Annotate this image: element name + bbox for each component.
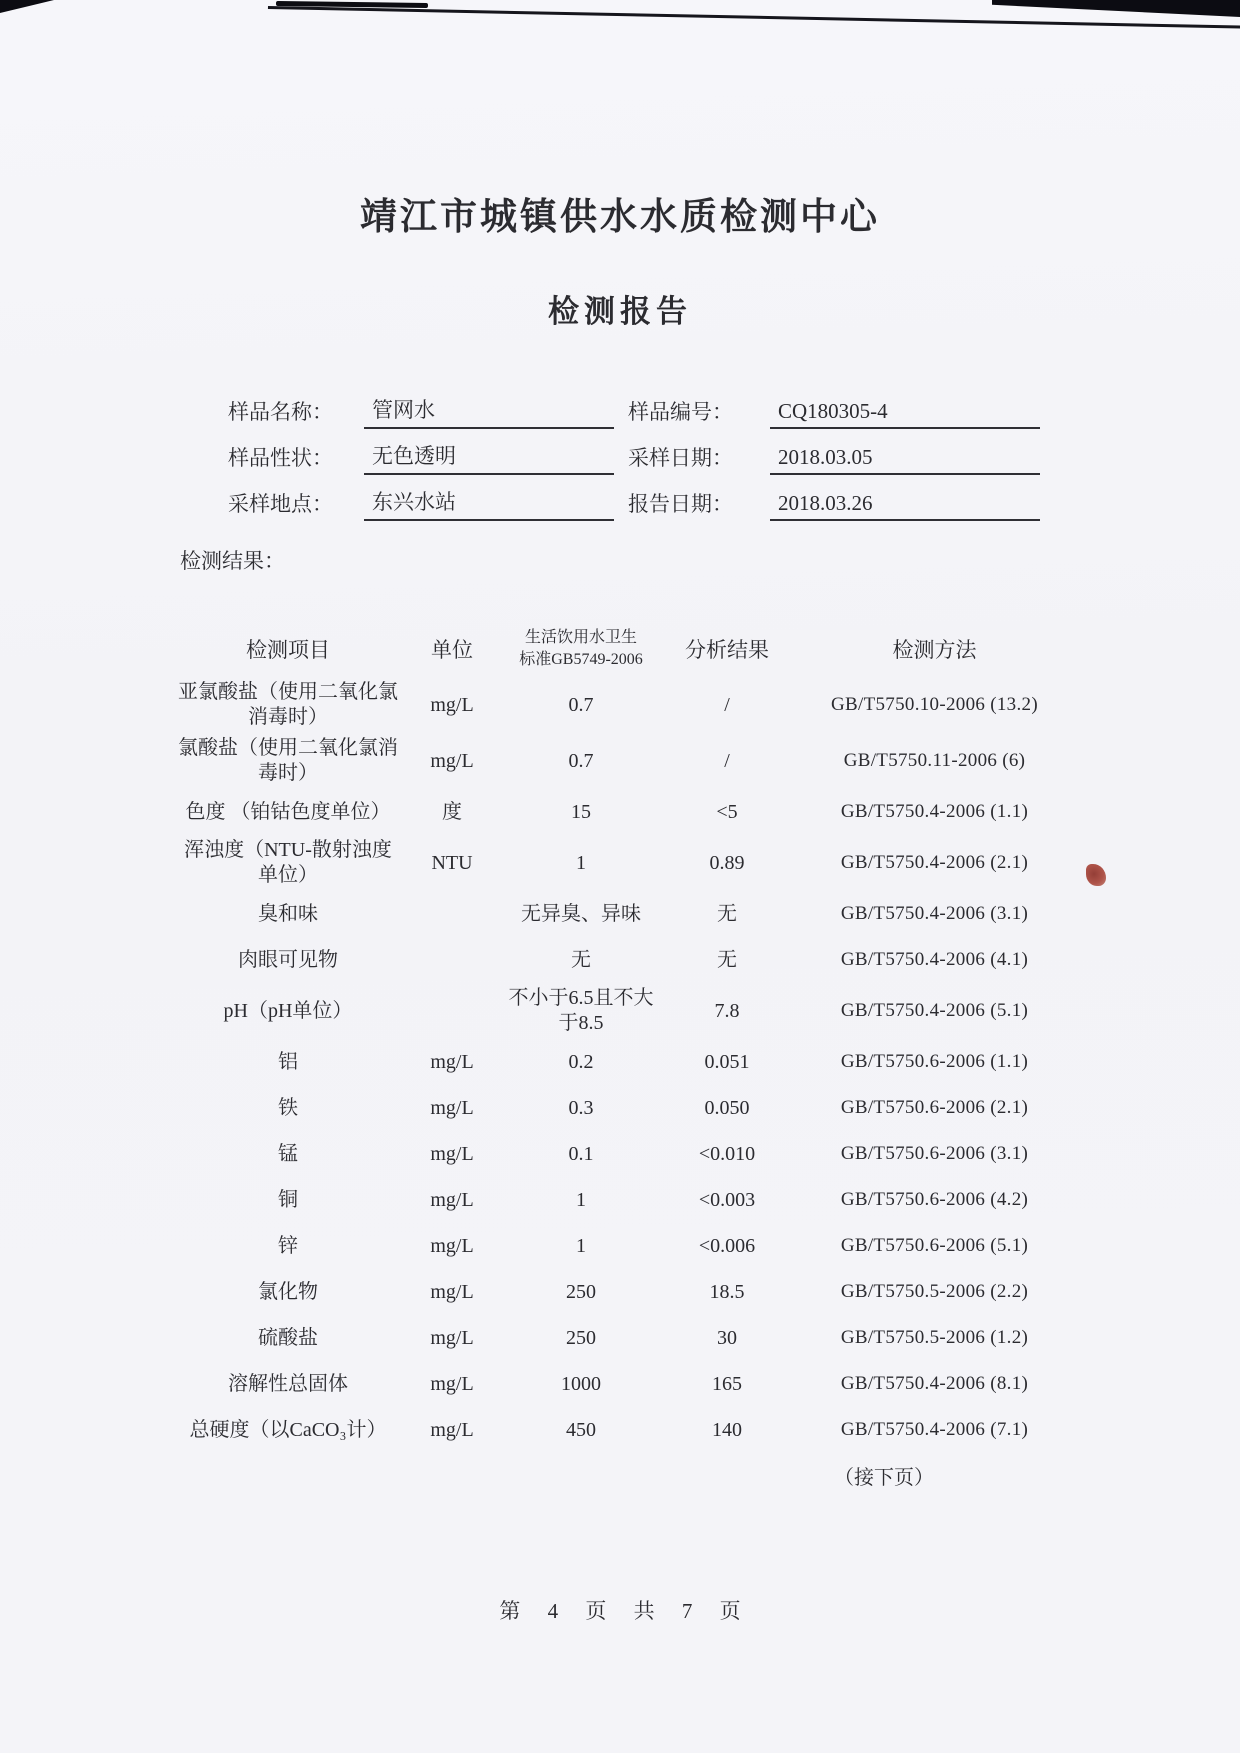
cell-standard: 0.1: [568, 1142, 594, 1165]
cell-item: 浑浊度（NTU-散射浊度单位）: [184, 839, 392, 886]
table-row: [172, 677, 1077, 733]
cell-method: GB/T5750.6-2006 (2.1): [840, 1097, 1029, 1119]
cell-standard: 1: [576, 1188, 586, 1211]
cell-standard: 0.7: [568, 693, 594, 716]
cell-method: GB/T5750.4-2006 (5.1): [840, 1000, 1029, 1022]
cell-item: 总硬度（以CaCO₃计）: [189, 1418, 387, 1441]
results-table-body: [172, 677, 1077, 1453]
table-row: [172, 1315, 1077, 1361]
cell-method: GB/T5750.6-2006 (1.1): [840, 1051, 1029, 1073]
report-date-label: 报告日期：: [628, 492, 733, 516]
header-standard-line2: 标准GB5749-2006: [519, 651, 643, 668]
table-row: [172, 1177, 1077, 1223]
table-row: [172, 1085, 1077, 1131]
sample-name-value: 管网水: [364, 394, 614, 429]
cell-item: 肉眼可见物: [238, 948, 338, 971]
cell-standard: 250: [566, 1280, 596, 1303]
sample-name-label: 样品名称：: [228, 400, 333, 424]
cell-result: <0.010: [698, 1142, 756, 1165]
cell-unit: NTU: [431, 851, 473, 874]
sampling-date-value: 2018.03.05: [770, 445, 1040, 475]
cell-item: 色度 （铂钴色度单位）: [185, 800, 391, 823]
cell-unit: mg/L: [430, 1142, 474, 1165]
continuation-note-wrap: [0, 1461, 1240, 1490]
cell-method: GB/T5750.6-2006 (4.2): [840, 1189, 1029, 1211]
cell-result: <5: [716, 800, 738, 823]
cell-method: GB/T5750.4-2006 (4.1): [840, 949, 1029, 971]
sampling-date-label: 采样日期：: [628, 446, 733, 470]
cell-method: GB/T5750.6-2006 (5.1): [840, 1235, 1029, 1257]
cell-item: pH（pH单位）: [223, 999, 353, 1022]
continuation-note: （接下页）: [834, 1467, 934, 1489]
sample-character-label: 样品性状：: [228, 446, 333, 470]
cell-result: 30: [717, 1326, 737, 1349]
report-title: 靖江市城镇供水水质检测中心: [360, 197, 880, 238]
header-result: 分析结果: [685, 638, 769, 662]
cell-method: GB/T5750.4-2006 (8.1): [840, 1373, 1029, 1395]
sampling-site-label: 采样地点：: [228, 492, 333, 516]
cell-result: 165: [712, 1372, 742, 1395]
sample-info-row: [228, 475, 1040, 521]
cell-item: 亚氯酸盐（使用二氧化氯消毒时）: [178, 681, 398, 728]
cell-item: 铁: [278, 1096, 298, 1119]
cell-standard: 0.2: [568, 1050, 594, 1073]
cell-result: 0.051: [704, 1050, 750, 1073]
header-standard-line1: 生活饮用水卫生: [524, 629, 637, 647]
table-row: [172, 1039, 1077, 1085]
sample-info-row: [228, 383, 1040, 429]
cell-item: 氯化物: [258, 1280, 318, 1303]
cell-unit: 度: [442, 800, 462, 823]
cell-standard: 1: [576, 851, 586, 874]
results-section-label: 检测结果：: [180, 549, 285, 573]
cell-result: <0.006: [698, 1234, 756, 1257]
header-unit: 单位: [431, 638, 473, 662]
table-row: [172, 789, 1077, 835]
cell-unit: mg/L: [430, 1188, 474, 1211]
table-row: [172, 1223, 1077, 1269]
cell-result: /: [724, 693, 730, 716]
cell-unit: mg/L: [430, 1096, 474, 1119]
cell-method: GB/T5750.5-2006 (2.2): [840, 1281, 1029, 1303]
cell-result: 140: [712, 1418, 742, 1441]
header-item: 检测项目: [246, 638, 330, 662]
cell-standard: 0.7: [568, 749, 594, 772]
cell-method: GB/T5750.4-2006 (3.1): [840, 903, 1029, 925]
cell-unit: mg/L: [430, 749, 474, 772]
table-row: [172, 983, 1077, 1039]
cell-standard: 250: [566, 1326, 596, 1349]
results-table-header: [172, 621, 1077, 677]
cell-method: GB/T5750.10-2006 (13.2): [831, 694, 1038, 716]
sample-id-label: 样品编号：: [628, 400, 733, 424]
cell-result: 7.8: [714, 999, 740, 1022]
sample-id-value: CQ180305-4: [770, 399, 1040, 429]
cell-item: 铜: [278, 1188, 298, 1211]
scan-artifact-red-mark: [1086, 864, 1106, 886]
cell-unit: mg/L: [430, 1050, 474, 1073]
cell-method: GB/T5750.4-2006 (2.1): [840, 852, 1029, 874]
sample-info: [228, 383, 1040, 521]
cell-standard: 不小于6.5且不大于8.5: [508, 987, 654, 1034]
cell-method: GB/T5750.4-2006 (1.1): [840, 801, 1029, 823]
page-footer: 第 4 页 共 7 页: [499, 1599, 752, 1623]
cell-item: 锰: [278, 1142, 298, 1165]
cell-standard: 15: [571, 800, 591, 823]
cell-standard: 0.3: [568, 1096, 594, 1119]
cell-standard: 无异臭、异味: [521, 902, 641, 925]
cell-result: 0.050: [704, 1096, 750, 1119]
table-row: [172, 835, 1077, 891]
cell-method: GB/T5750.5-2006 (1.2): [840, 1327, 1029, 1349]
sample-info-row: [228, 429, 1040, 475]
cell-unit: mg/L: [430, 1418, 474, 1441]
table-row: [172, 1407, 1077, 1453]
report-subtitle: 检测报告: [548, 294, 692, 329]
cell-item: 铝: [278, 1050, 298, 1073]
sample-character-value: 无色透明: [364, 440, 614, 475]
report-date-value: 2018.03.26: [770, 491, 1040, 521]
cell-standard: 1: [576, 1234, 586, 1257]
table-row: [172, 1361, 1077, 1407]
cell-result: 无: [717, 902, 737, 925]
cell-method: GB/T5750.4-2006 (7.1): [840, 1419, 1029, 1441]
cell-item: 溶解性总固体: [228, 1372, 348, 1395]
cell-unit: mg/L: [430, 693, 474, 716]
table-row: [172, 891, 1077, 937]
cell-unit: mg/L: [430, 1234, 474, 1257]
cell-method: GB/T5750.11-2006 (6): [843, 750, 1026, 772]
cell-item: 硫酸盐: [258, 1326, 318, 1349]
cell-unit: mg/L: [430, 1326, 474, 1349]
cell-item: 氯酸盐（使用二氧化氯消毒时）: [178, 737, 398, 784]
cell-item: 臭和味: [258, 902, 318, 925]
cell-result: <0.003: [698, 1188, 756, 1211]
results-table: [172, 621, 1077, 1453]
table-row: [172, 937, 1077, 983]
cell-unit: mg/L: [430, 1280, 474, 1303]
cell-standard: 无: [571, 948, 591, 971]
header-method: 检测方法: [892, 638, 977, 662]
cell-unit: mg/L: [430, 1372, 474, 1395]
sampling-site-value: 东兴水站: [364, 486, 614, 521]
cell-method: GB/T5750.6-2006 (3.1): [840, 1143, 1029, 1165]
cell-result: 0.89: [709, 851, 745, 874]
cell-result: 无: [717, 948, 737, 971]
cell-standard: 450: [566, 1418, 596, 1441]
cell-standard: 1000: [561, 1372, 601, 1395]
table-row: [172, 733, 1077, 789]
cell-item: 锌: [278, 1234, 298, 1257]
cell-result: /: [724, 749, 730, 772]
table-row: [172, 1131, 1077, 1177]
cell-result: 18.5: [709, 1280, 745, 1303]
header-standard: [500, 627, 662, 670]
table-row: [172, 1269, 1077, 1315]
